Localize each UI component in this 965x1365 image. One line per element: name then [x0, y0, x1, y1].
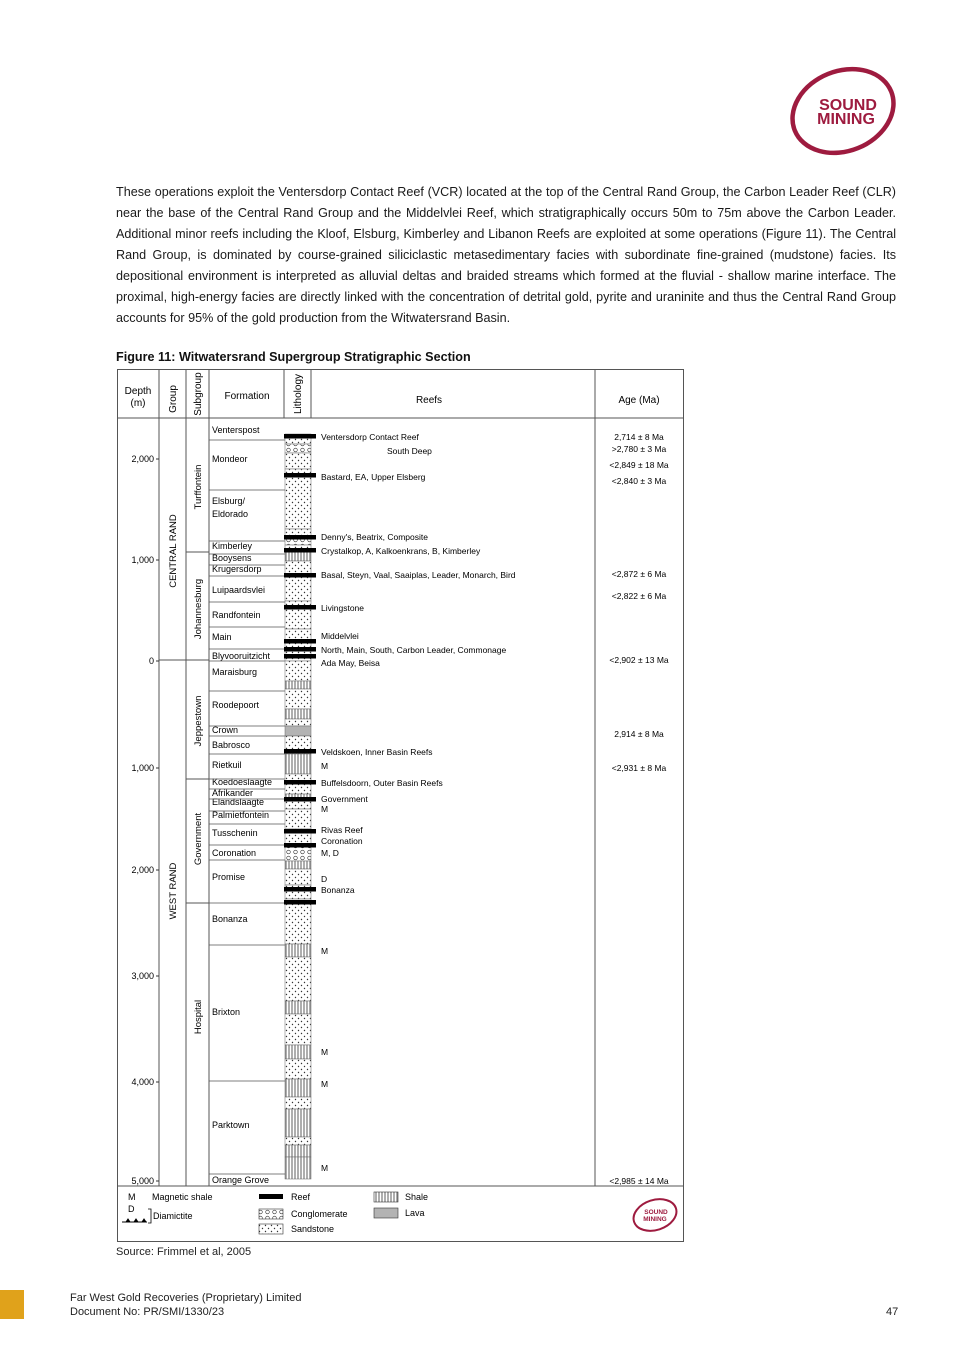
footer-company: Far West Gold Recoveries (Proprietary) Limited — [70, 1292, 302, 1304]
depth-tick-label: 2,000 — [131, 865, 154, 875]
lithology-block — [285, 809, 311, 829]
lithology-block — [285, 869, 311, 885]
lithology-block — [285, 801, 311, 809]
depth-tick-label: 1,000 — [131, 555, 154, 565]
formation-label: Koedoeslaagte — [212, 777, 273, 787]
reef-bar — [284, 548, 316, 553]
subgroup-johannesburg: Johannesburg — [193, 578, 204, 640]
legend-diamictite: Diamictite — [153, 1211, 193, 1221]
reef-label: Ventersdorp Contact Reef — [321, 432, 419, 442]
body-paragraph: These operations exploit the Ventersdorp Contact Reef (VCR) located at the top of the Central Rand Group, the Carbon Leader Reef (CLR) near the base of the Central Rand Group and the Middelvlei Reef, which stratigraphically occurs 50m to 75m above the Carbon Leader. Additional minor reefs including the Kloof, Elsburg, Kimberley and Libanon Reefs are exploited at some operations (Figure 11). The Central Rand Group, is dominated by course-grained siliciclastic metasedimentary facies with subordinate fine-grained (mudstone) facies. Its depositional environment is interpreted as alluvial deltas and braided streams which formed at the fluvial - shallow marine interface. The proximal, high-energy facies are directly linked with the concentration of detrital gold, pyrite and uraninite and thus the Central Rand Group accounts for 95% of the gold production from the Witwatersrand Basin. — [116, 185, 896, 325]
lithology-block — [285, 754, 311, 774]
reef-label: M — [321, 1163, 329, 1173]
reef-label: Denny's, Beatrix, Composite — [321, 532, 428, 542]
lithology-block — [285, 1045, 311, 1059]
figure-title: Figure 11: Witwatersrand Supergroup Stratigraphic Section — [116, 350, 471, 364]
header-subgroup: Subgroup — [193, 372, 204, 416]
lithology-block — [285, 957, 311, 1001]
lithology-block — [285, 469, 311, 529]
formation-label: Rietkuil — [212, 760, 242, 770]
age-label: 2,914 ± 8 Ma — [614, 729, 664, 739]
legend-shale: Shale — [405, 1192, 429, 1202]
formation-label: Parktown — [212, 1120, 250, 1130]
depth-tick-label: 5,000 — [131, 1176, 154, 1186]
logo-line-1: SOUND — [819, 97, 877, 114]
lithology-block — [285, 1145, 311, 1157]
reef-label: Buffelsdoorn, Outer Basin Reefs — [321, 778, 443, 788]
reef-label: Veldskoen, Inner Basin Reefs — [321, 747, 433, 757]
header-depth-unit: (m) — [130, 398, 146, 409]
formation-label: Kimberley — [212, 541, 253, 551]
legend-reef-swatch — [259, 1194, 283, 1199]
reef-bar — [284, 654, 316, 659]
logo-line-2: MINING — [817, 111, 875, 128]
reef-bar — [284, 473, 316, 478]
formation-label: Crown — [212, 725, 239, 735]
formation-label: Booysens — [212, 553, 252, 563]
legend-lava-swatch — [374, 1208, 398, 1218]
reef-label: Government — [321, 794, 368, 804]
reef-label: M, D — [321, 848, 339, 858]
legend-shale-swatch — [374, 1192, 398, 1202]
reef-label: M — [321, 946, 329, 956]
reef-label: Middelvlei — [321, 631, 359, 641]
lithology-block — [285, 709, 311, 719]
age-label: <2,902 ± 13 Ma — [609, 655, 669, 665]
subgroup-jeppestown: Jeppestown — [193, 695, 204, 747]
footer-text — [70, 1291, 301, 1319]
header-formation: Formation — [224, 391, 270, 402]
subgroup-government: Government — [193, 812, 204, 866]
legend-logo-line-1: SOUND — [644, 1209, 668, 1216]
formation-label: Roodepoort — [212, 700, 260, 710]
reef-label: South Deep — [387, 446, 432, 456]
depth-tick-label: 0 — [148, 656, 154, 666]
legend-lava: Lava — [405, 1208, 425, 1218]
lithology-block — [285, 1097, 311, 1109]
footer-doc-no: Document No: PR/SMI/1330/23 — [70, 1306, 225, 1318]
lithology-block — [285, 719, 311, 726]
subgroup-turffontein: Turffontein — [193, 464, 204, 510]
age-label: <2,840 ± 3 Ma — [611, 476, 667, 486]
lithology-block — [285, 1059, 311, 1079]
lithology-block — [285, 444, 311, 453]
lithology-block — [285, 1001, 311, 1014]
age-label: <2,822 ± 6 Ma — [611, 591, 667, 601]
reef-label: Ada May, Beisa — [321, 658, 380, 668]
formation-label: Palmietfontein — [212, 810, 270, 820]
lithology-block — [285, 1109, 311, 1137]
reef-bar — [284, 780, 316, 785]
footer-accent-bar — [0, 1290, 24, 1319]
reef-bar — [284, 843, 316, 848]
legend-conglomerate: Conglomerate — [291, 1209, 348, 1219]
page-number: 47 — [886, 1306, 899, 1318]
formation-label: Eldorado — [212, 509, 249, 519]
reef-label: Rivas Reef — [321, 825, 363, 835]
formation-label: Bonanza — [212, 914, 248, 924]
lithology-block — [285, 1157, 311, 1179]
reef-bar — [284, 639, 316, 644]
lithology-block — [285, 681, 311, 689]
header-age: Age (Ma) — [618, 395, 660, 406]
lithology-block — [285, 861, 311, 869]
reef-bar — [284, 647, 316, 652]
lithology-column — [284, 434, 316, 1179]
reef-bar — [284, 797, 316, 802]
lithology-block — [285, 1014, 311, 1045]
depth-tick-label: 4,000 — [131, 1077, 154, 1087]
reef-label: Coronation — [321, 836, 363, 846]
reef-bar — [284, 887, 316, 892]
lithology-block — [285, 899, 311, 944]
legend-reef: Reef — [291, 1192, 311, 1202]
reef-label: Bonanza — [321, 885, 355, 895]
lithology-block — [285, 453, 311, 469]
reef-label: M — [321, 761, 329, 771]
lithology-block — [285, 847, 311, 861]
group-central-rand: CENTRAL RAND — [168, 514, 179, 588]
reef-label: Basal, Steyn, Vaal, Saaiplas, Leader, Monarch, Bird — [321, 570, 516, 580]
legend-d: D — [128, 1204, 135, 1214]
reef-bar — [284, 573, 316, 578]
depth-tick-label: 1,000 — [131, 763, 154, 773]
formation-label: Mondeor — [212, 454, 248, 464]
legend-conglomerate-swatch — [259, 1209, 283, 1219]
legend-logo-line-2: MINING — [643, 1216, 667, 1223]
depth-tick-label: 3,000 — [131, 971, 154, 981]
header-group: Group — [168, 385, 179, 413]
depth-tick-label: 2,000 — [131, 454, 154, 464]
lithology-block — [285, 944, 311, 957]
age-label: <2,872 ± 6 Ma — [611, 569, 667, 579]
reef-label: Bastard, EA, Upper Elsberg — [321, 472, 426, 482]
formation-label: Maraisburg — [212, 667, 258, 677]
reef-label: North, Main, South, Carbon Leader, Commonage — [321, 645, 507, 655]
lithology-block — [285, 539, 311, 545]
lithology-block — [285, 689, 311, 709]
lithology-block — [285, 1137, 311, 1145]
formation-label: Blyvooruitzicht — [212, 651, 271, 661]
reef-label: Crystalkop, A, Kalkoenkrans, B, Kimberley — [321, 546, 481, 556]
legend-sandstone: Sandstone — [291, 1224, 335, 1234]
group-west-rand: WEST RAND — [168, 862, 179, 920]
age-label: <2,985 ± 14 Ma — [609, 1176, 669, 1186]
subgroup-hospital: Hospital — [193, 999, 204, 1035]
reef-bar — [284, 829, 316, 834]
formation-label: Promise — [212, 872, 246, 882]
reef-label: M — [321, 1047, 329, 1057]
reef-bar — [284, 900, 316, 905]
reef-label: Livingstone — [321, 603, 365, 613]
formation-label: Venterspost — [212, 425, 260, 435]
reef-label: M — [321, 1079, 329, 1089]
legend-m: M — [128, 1192, 136, 1202]
reef-label: M — [321, 804, 329, 814]
formation-label: Afrikander — [212, 788, 254, 798]
figure-source: Source: Frimmel et al, 2005 — [116, 1246, 252, 1258]
formation-label: Babrosco — [212, 740, 251, 750]
formation-label: Brixton — [212, 1007, 241, 1017]
age-label: <2,849 ± 18 Ma — [609, 460, 669, 470]
formation-label: Elandslaagte — [212, 797, 265, 807]
reef-bar — [284, 749, 316, 754]
formation-label: Main — [212, 632, 232, 642]
header-depth: Depth — [124, 386, 152, 397]
lithology-block — [285, 1079, 311, 1097]
lithology-block — [285, 552, 311, 561]
age-label: >2,780 ± 3 Ma — [611, 444, 667, 454]
formation-label: Krugersdorp — [212, 564, 262, 574]
lithology-block — [285, 575, 311, 601]
formation-label: Elsburg/ — [212, 496, 246, 506]
formation-label: Luipaardsvlei — [212, 585, 266, 595]
header-reefs: Reefs — [415, 395, 443, 406]
reef-bar — [284, 434, 316, 439]
legend-magnetic-shale: Magnetic shale — [152, 1192, 213, 1202]
header-lithology: Lithology — [293, 373, 304, 415]
formation-label: Orange Grove — [212, 1175, 270, 1185]
legend-sandstone-swatch — [259, 1224, 283, 1234]
lithology-block — [285, 561, 311, 575]
reef-bar — [284, 605, 316, 610]
reef-bar — [284, 535, 316, 540]
formation-label: Coronation — [212, 848, 257, 858]
age-label: 2,714 ± 8 Ma — [614, 432, 664, 442]
formation-label: Randfontein — [212, 610, 261, 620]
sound-mining-logo — [786, 66, 901, 158]
lithology-block — [285, 726, 311, 736]
age-label: <2,931 ± 8 Ma — [611, 763, 667, 773]
reef-label: D — [321, 874, 328, 884]
stratigraphic-section-figure — [117, 369, 684, 1242]
lithology-block — [285, 661, 311, 681]
formation-label: Tusschenin — [212, 828, 258, 838]
